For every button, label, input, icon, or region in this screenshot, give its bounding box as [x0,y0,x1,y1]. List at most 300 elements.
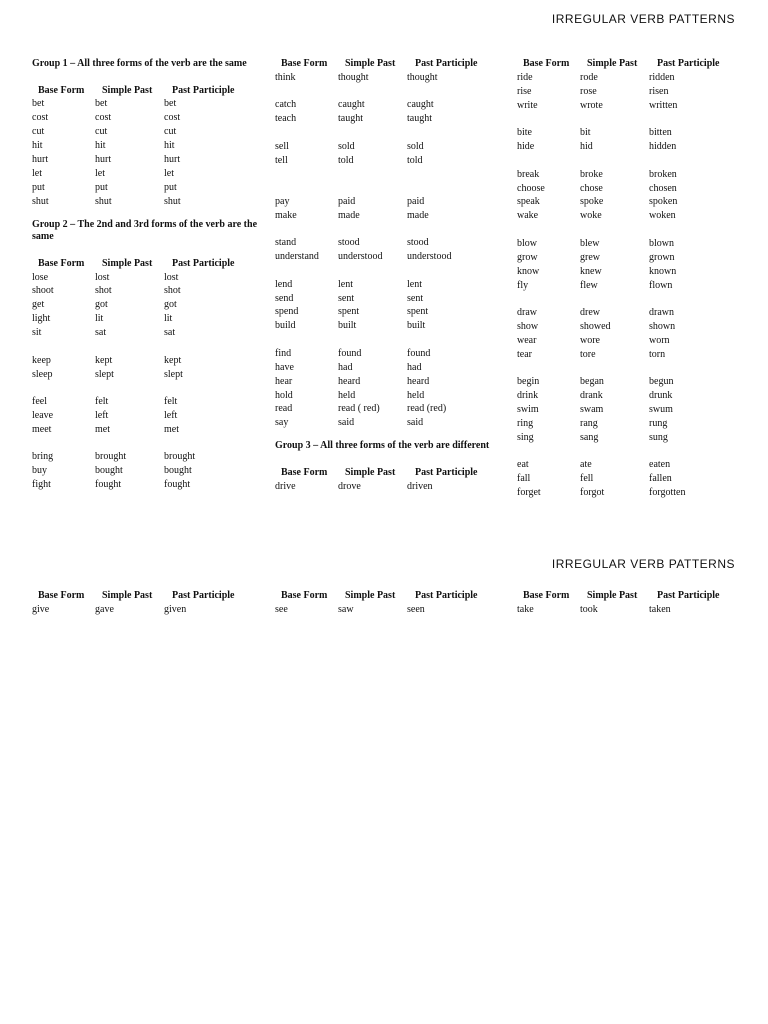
column-2 [275,57,503,494]
group-3-heading: Group 3 – All three forms of the verb are different [275,440,490,452]
verb-row [32,464,260,478]
simple-past-cell: built [338,320,357,332]
verb-row [275,361,503,375]
base-form-cell: send [275,292,294,304]
verb-row [275,98,503,112]
verb-row [32,395,260,409]
simple-past-cell: sent [338,292,355,304]
header-past-participle: Past Participle [172,84,235,96]
simple-past-cell: sold [338,140,355,152]
verb-row [32,409,260,423]
base-form-cell: bite [517,127,532,139]
past-participle-cell: shown [649,320,676,332]
simple-past-cell: hid [580,141,593,153]
base-form-cell: shut [32,195,49,207]
row-spacer [275,181,503,195]
verb-row [32,111,260,125]
simple-past-cell: kept [95,354,113,366]
base-form-cell: let [32,167,42,179]
base-form-cell: tell [275,154,288,166]
past-participle-cell: put [164,181,177,193]
base-form-cell: hold [275,389,293,401]
simple-past-cell: understood [338,251,383,263]
table-header [517,589,745,603]
simple-past-cell: bit [580,127,591,139]
base-form-cell: ride [517,71,533,83]
verb-row [517,85,745,99]
simple-past-cell: wore [580,334,600,346]
verb-row [517,237,745,251]
base-form-cell: drive [275,480,296,492]
simple-past-cell: held [338,389,356,401]
past-participle-cell: found [407,347,431,359]
past-participle-cell: kept [164,354,182,366]
past-participle-cell: sat [164,327,176,339]
verb-row [275,112,503,126]
past-participle-cell: spoken [649,196,678,208]
row-spacer [275,126,503,140]
page-2-rows [32,603,260,617]
row-spacer [275,333,503,347]
base-form-cell: show [517,320,539,332]
simple-past-cell: ate [580,459,592,471]
past-participle-cell: bitten [649,127,672,139]
past-participle-cell: slept [164,368,183,380]
past-participle-cell: sent [407,292,424,304]
simple-past-cell: shut [95,195,112,207]
past-participle-cell: shot [164,285,181,297]
row-spacer [517,154,745,168]
column-1 [32,57,260,492]
verb-row [275,278,503,292]
verb-row [275,603,503,617]
past-participle-cell: brought [164,451,196,463]
simple-past-cell: slept [95,368,114,380]
table-header [275,589,503,603]
past-participle-cell: left [164,410,178,421]
simple-past-cell: sat [95,327,107,339]
header-past-participle: Past Participle [172,590,235,601]
past-participle-cell: thought [407,71,438,83]
past-participle-cell: had [407,361,422,373]
past-participle-cell: driven [407,480,433,492]
simple-past-cell: tore [580,348,596,360]
past-participle-cell: felt [164,396,178,408]
past-participle-cell: sung [649,431,668,443]
base-form-cell: cost [32,112,49,124]
past-participle-cell: lost [164,271,179,283]
column-2 [275,589,503,617]
verb-row [275,416,503,430]
verb-row [517,140,745,154]
base-form-cell: spend [275,306,299,318]
verb-row [517,306,745,320]
past-participle-cell: hit [164,140,175,152]
simple-past-cell: lent [338,278,353,290]
base-form-cell: break [517,168,540,180]
document-page-2 [0,545,768,1024]
header-past-participle: Past Participle [415,58,478,69]
verb-row [275,236,503,250]
simple-past-cell: hurt [95,154,112,166]
row-spacer [517,445,745,459]
base-form-cell: lend [275,278,293,290]
header-simple-past: Simple Past [587,590,638,601]
base-form-cell: take [517,603,534,615]
verb-row [32,284,260,298]
past-participle-cell: heard [407,375,430,387]
base-form-cell: hit [32,140,43,152]
table-header [275,466,503,480]
simple-past-cell: drove [338,480,361,492]
simple-past-cell: flew [580,279,598,291]
past-participle-cell: taken [649,603,671,615]
base-form-cell: rise [517,85,532,97]
base-form-cell: fight [32,479,51,491]
group-1-rows [32,97,260,208]
simple-past-cell: bet [95,98,108,110]
base-form-cell: blow [517,237,537,249]
past-participle-cell: built [407,320,426,332]
past-participle-cell: rung [649,418,668,429]
pronunciation-note: (red) [424,403,447,415]
past-participle-cell: risen [649,85,669,97]
simple-past-cell: met [95,423,110,435]
verb-row [517,389,745,403]
row-spacer [32,382,260,396]
past-participle-cell: read (red) [407,403,447,415]
simple-past-cell: rose [580,85,597,97]
row-spacer [275,85,503,99]
group-3-rows-continued [517,71,745,500]
simple-past-cell: stood [338,237,360,249]
simple-past-cell: had [338,361,353,373]
simple-past-cell: felt [95,396,109,408]
simple-past-cell: lit [95,313,104,325]
base-form-cell: ring [517,418,534,429]
past-participle-cell: cost [164,112,181,124]
past-participle-cell: drawn [649,307,674,319]
simple-past-cell: blew [580,237,600,249]
verb-row [517,458,745,472]
base-form-cell: build [275,320,296,332]
simple-past-cell: paid [338,195,356,207]
verb-row [32,423,260,437]
verb-row [517,168,745,182]
past-participle-cell: got [164,299,177,311]
base-form-cell: begin [517,376,540,388]
table-header [32,84,260,98]
verb-row [32,139,260,153]
verb-row [275,140,503,154]
verb-row [517,348,745,362]
simple-past-cell: grew [580,251,600,263]
header-simple-past: Simple Past [102,590,153,601]
base-form-cell: choose [517,182,545,194]
base-form-cell: hear [275,375,293,387]
row-spacer [275,168,503,182]
verb-row [517,320,745,334]
base-form-cell: catch [275,99,297,111]
header-simple-past: Simple Past [345,466,396,478]
base-form-cell: have [275,361,294,373]
column-1 [32,589,260,617]
verb-row [517,182,745,196]
past-participle-cell: drunk [649,390,673,402]
header-simple-past: Simple Past [345,58,396,69]
group-2-rows-continued [275,71,503,430]
verb-row [32,195,260,209]
base-form-cell: understand [275,251,319,263]
row-spacer [517,113,745,127]
verb-row [32,298,260,312]
column-3 [517,589,745,617]
verb-row [275,195,503,209]
simple-past-cell: fell [580,473,594,485]
past-participle-cell: paid [407,195,425,207]
base-form-cell: see [275,603,288,615]
past-participle-cell: understood [407,251,452,263]
past-participle-cell: blown [649,237,674,249]
simple-past-cell: rode [580,71,598,83]
past-participle-cell: grown [649,251,675,263]
past-participle-cell: held [407,389,425,401]
verb-row [32,167,260,181]
simple-past-cell: let [95,167,105,179]
simple-past-cell: woke [580,210,602,222]
page-2-rows [517,603,745,617]
row-spacer [517,292,745,306]
page-title: IRREGULAR VERB PATTERNS [551,557,735,571]
base-form-cell: make [275,209,297,221]
base-form-cell: wear [517,334,537,346]
base-form-cell: sleep [32,368,53,380]
past-participle-cell: woken [649,210,676,222]
table-header [275,57,503,71]
simple-past-cell: forgot [580,487,605,499]
verb-row [32,181,260,195]
page-2-rows [275,603,503,617]
simple-past-cell: broke [580,168,603,180]
row-spacer [517,223,745,237]
verb-row [275,319,503,333]
verb-row [32,478,260,492]
verb-row [517,334,745,348]
past-participle-cell: told [407,154,423,166]
base-form-cell: sell [275,140,289,152]
table-header [517,57,745,71]
base-form-cell: lose [32,271,49,283]
verb-row [517,375,745,389]
verb-row [32,368,260,382]
base-form-cell: stand [275,237,297,249]
base-form-cell: read [275,403,293,415]
group-3-rows [275,480,503,494]
verb-row [517,279,745,293]
past-participle-cell: ridden [649,71,675,83]
base-form-cell: sing [517,431,534,443]
verb-row [275,389,503,403]
header-base-form: Base Form [523,58,570,69]
group-1-heading: Group 1 – All three forms of the verb are the same [32,58,247,69]
simple-past-cell: made [338,209,360,221]
base-form-cell: tear [517,348,532,360]
page-title: IRREGULAR VERB PATTERNS [551,12,735,26]
simple-past-cell: hit [95,140,106,152]
base-form-cell: find [275,347,292,359]
base-form-cell: teach [275,113,297,125]
header-past-participle: Past Participle [657,590,720,601]
verb-row [517,265,745,279]
base-form-cell: drink [517,390,539,402]
verb-row [32,354,260,368]
past-participle-cell: stood [407,237,429,249]
verb-row [517,251,745,265]
past-participle-cell: lent [407,278,422,290]
verb-row [275,71,503,85]
verb-row [517,603,745,617]
header-base-form: Base Form [281,466,328,478]
verb-row [275,480,503,494]
simple-past-cell: took [580,603,598,615]
past-participle-cell: let [164,167,174,179]
base-form-cell: buy [32,465,47,477]
simple-past-cell: shot [95,285,112,297]
row-spacer [275,264,503,278]
past-participle-cell: worn [649,334,670,346]
base-form-cell: fly [517,279,529,291]
past-participle-cell: seen [407,603,425,615]
simple-past-cell: told [338,154,354,166]
simple-past-cell: knew [580,265,602,277]
simple-past-cell: gave [95,603,114,615]
header-base-form: Base Form [38,84,85,96]
base-form-cell: know [517,265,540,277]
simple-past-cell: put [95,181,108,193]
past-participle-cell: flown [649,279,673,291]
base-form-cell: write [517,99,538,111]
verb-row [275,250,503,264]
base-form-cell: fall [517,473,531,485]
past-participle-cell: given [164,603,187,615]
past-participle-cell: taught [407,113,432,125]
verb-row [32,271,260,285]
base-form-cell: wake [517,210,539,222]
simple-past-cell: left [95,410,109,421]
verb-row [517,472,745,486]
verb-row [32,312,260,326]
base-form-cell: give [32,603,50,615]
verb-row [275,209,503,223]
header-simple-past: Simple Past [102,84,153,96]
past-participle-cell: cut [164,126,177,138]
header-past-participle: Past Participle [172,257,235,269]
simple-past-cell: said [338,417,355,429]
verb-row [32,97,260,111]
header-base-form: Base Form [523,590,570,601]
base-form-cell: eat [517,459,529,471]
base-form-cell: hide [517,141,535,153]
past-participle-cell: written [649,99,678,111]
header-base-form: Base Form [281,58,328,69]
table-header [32,257,260,271]
simple-past-cell: wrote [580,99,603,111]
simple-past-cell: spoke [580,196,604,208]
past-participle-cell: bought [164,465,192,477]
simple-past-cell: drank [580,390,603,402]
header-past-participle: Past Participle [415,466,478,478]
header-past-participle: Past Participle [415,590,478,601]
header-base-form: Base Form [38,257,85,269]
past-participle-cell: swum [649,404,673,416]
simple-past-cell: read ( red) [338,403,380,415]
past-participle-cell: chosen [649,182,677,194]
group-2-heading: Group 2 – The 2nd and 3rd forms of the verb are the same [32,218,258,243]
verb-row [275,375,503,389]
past-participle-cell: torn [649,348,666,360]
simple-past-cell: heard [338,375,361,387]
verb-row [275,154,503,168]
base-form-cell: keep [32,354,51,366]
past-participle-cell: spent [407,306,429,318]
simple-past-cell: lost [95,271,110,283]
past-participle-cell: shut [164,195,181,207]
simple-past-cell: found [338,347,362,359]
verb-row [517,431,745,445]
group-2-rows [32,271,260,493]
base-form-cell: say [275,417,289,429]
verb-row [32,326,260,340]
base-form-cell: meet [32,423,52,435]
simple-past-cell: chose [580,182,603,194]
row-spacer [32,340,260,354]
header-simple-past: Simple Past [587,58,638,69]
past-participle-cell: said [407,417,424,429]
past-participle-cell: hidden [649,141,677,153]
base-form-cell: get [32,299,45,311]
simple-past-cell: brought [95,451,127,463]
base-form-cell: forget [517,487,541,499]
past-participle-cell: hurt [164,154,181,166]
past-participle-cell: made [407,209,429,221]
simple-past-cell: taught [338,113,363,125]
verb-row [32,153,260,167]
verb-row [517,403,745,417]
base-form-cell: leave [32,410,54,421]
past-participle-cell: caught [407,99,434,111]
past-participle-cell: known [649,265,677,277]
base-form-cell: speak [517,196,540,208]
verb-row [275,305,503,319]
base-form-cell: cut [32,126,45,138]
verb-row [517,417,745,431]
base-form-cell: bring [32,451,54,463]
header-simple-past: Simple Past [345,590,396,601]
header-base-form: Base Form [281,590,328,601]
simple-past-cell: rang [580,418,598,429]
verb-row [32,450,260,464]
past-participle-cell: sold [407,140,424,152]
past-participle-cell: forgotten [649,487,686,499]
row-spacer [275,223,503,237]
simple-past-cell: drew [580,307,600,319]
simple-past-cell: sang [580,431,599,443]
past-participle-cell: bet [164,98,177,110]
simple-past-cell: began [580,376,604,388]
verb-row [517,71,745,85]
past-participle-cell: met [164,423,179,435]
past-participle-cell: eaten [649,459,671,471]
